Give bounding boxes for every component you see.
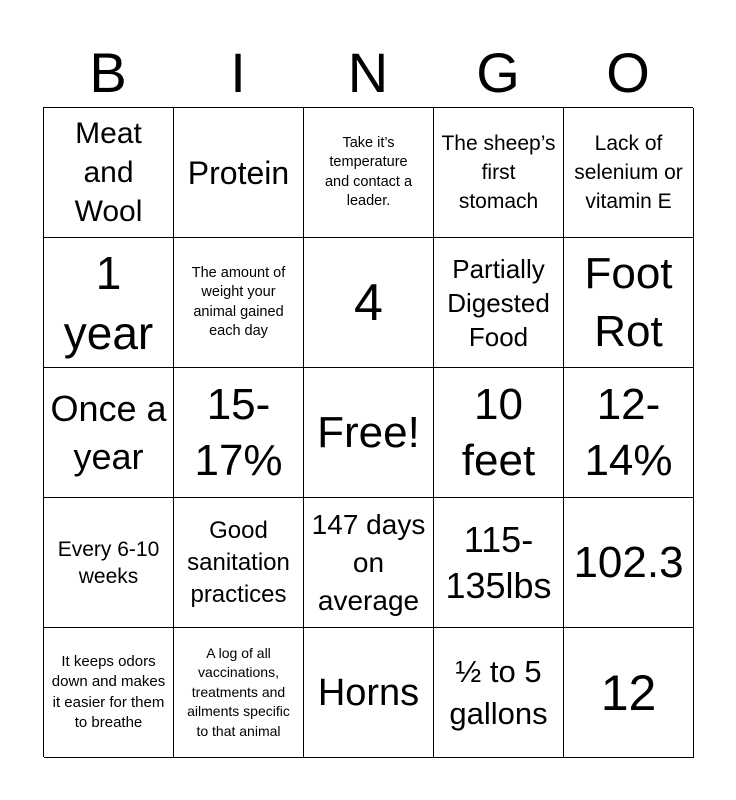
cell-text: 4 [354,273,383,332]
bingo-cell-g5[interactable] [434,628,564,758]
bingo-cell-b1[interactable] [44,108,174,238]
cell-text: 1 year [63,246,154,359]
cell-text: 12 [600,664,657,721]
bingo-cell-g4[interactable] [434,498,564,628]
header-letter-o: O [606,41,650,104]
bingo-cell-o4[interactable] [564,498,694,628]
bingo-cell-i1[interactable] [174,108,304,238]
cell-text: The amount of weight your animal gained each day [191,264,286,339]
bingo-cell-i3[interactable] [174,368,304,498]
cell-text: It keeps odors down and makes it easier for them to breathe [51,652,166,731]
bingo-cell-n2[interactable] [304,238,434,368]
bingo-cell-g1[interactable] [434,108,564,238]
header-letter-g: G [476,41,520,104]
cell-text: Lack of selenium or vitamin E [574,132,683,213]
bingo-cell-i4[interactable] [174,498,304,628]
cell-text: Free! [317,407,420,457]
header-letter-b: B [89,41,127,104]
cell-text: 147 days on average [311,508,426,616]
bingo-cell-g3[interactable] [434,368,564,498]
bingo-cell-g2[interactable] [434,238,564,368]
cell-text: A log of all vaccinations, treatments and ailments specific to that animal [187,644,290,739]
bingo-cell-i5[interactable] [174,628,304,758]
header-letter-n: N [347,41,389,104]
bingo-cell-o3[interactable] [564,368,694,498]
bingo-header [43,40,693,106]
cell-text: Every 6-10 weeks [57,537,160,588]
cell-text: 102.3 [573,537,684,587]
bingo-cell-o2[interactable] [564,238,694,368]
bingo-cell-n4[interactable] [304,498,434,628]
cell-text: Partially Digested Food [447,253,550,352]
cell-text: Take it’s temperature and contact a leader. [324,134,413,209]
cell-text: Meat and Wool [74,117,143,228]
bingo-cell-b2[interactable] [44,238,174,368]
bingo-cell-b4[interactable] [44,498,174,628]
header-letter-i: I [230,41,246,104]
bingo-cell-n1[interactable] [304,108,434,238]
bingo-cell-i2[interactable] [174,238,304,368]
bingo-cell-o5[interactable] [564,628,694,758]
bingo-cell-b3[interactable] [44,368,174,498]
bingo-cell-n5[interactable] [304,628,434,758]
cell-text: Protein [187,154,290,191]
cell-text: Good sanitation practices [187,516,290,608]
cell-text: The sheep’s first stomach [441,132,556,213]
cell-text: Foot Rot [584,248,673,356]
cell-text: 12-14% [584,379,673,485]
cell-text: ½ to 5 gallons [449,653,548,731]
bingo-cell-b5[interactable] [44,628,174,758]
bingo-cell-o1[interactable] [564,108,694,238]
cell-text: Once a year [50,387,167,477]
cell-text: 10 feet [461,379,536,485]
cell-text: 15-17% [194,379,283,485]
bingo-card-grid [43,107,693,757]
cell-text: Horns [317,671,420,714]
bingo-cell-n3[interactable] [304,368,434,498]
cell-text: 115-135lbs [445,518,552,606]
